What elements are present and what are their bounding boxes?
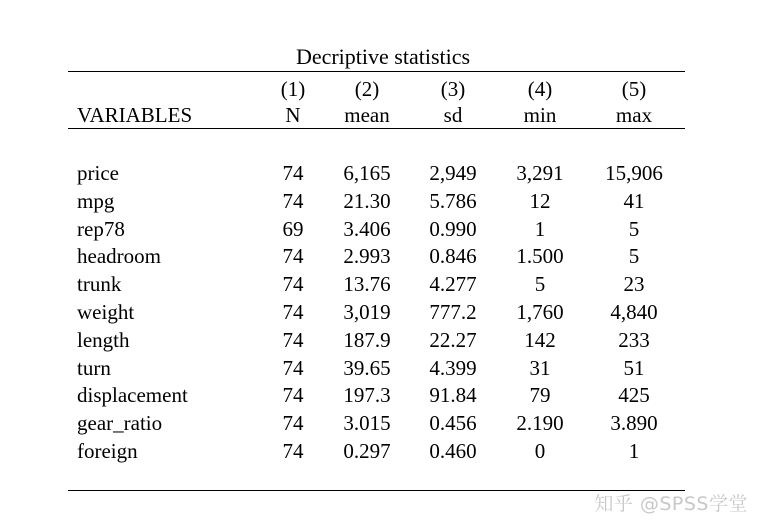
watermark: 知乎 @SPSS学堂 [594, 493, 748, 515]
table-cell: 39.65 [343, 355, 391, 380]
table-cell: 3.406 [343, 216, 391, 241]
table-cell: 142 [524, 327, 556, 352]
table-cell: 74 [282, 300, 304, 324]
table-cell: 197.3 [343, 383, 391, 408]
table-cell: 91.84 [429, 383, 477, 408]
table-cell: 79 [529, 383, 551, 408]
table-cell: 74 [282, 272, 304, 297]
table-cell: 0.460 [429, 439, 477, 463]
table-cell: 74 [282, 355, 304, 380]
variable-name: length [77, 327, 130, 352]
variable-name: gear_ratio [77, 411, 163, 436]
table-cell: 4.399 [429, 355, 477, 380]
table-cell: 4.277 [429, 272, 477, 297]
table-cell: 2.993 [343, 244, 391, 269]
header-rule [68, 128, 685, 129]
table-cell: 1 [628, 439, 640, 463]
table-cell: 3,019 [343, 300, 391, 324]
row-header-label: VARIABLES [77, 103, 193, 127]
table-cell: 5 [628, 244, 640, 269]
table-cell: 12 [529, 188, 551, 213]
variable-name: displacement [77, 383, 188, 408]
variable-name: trunk [77, 272, 122, 297]
table-cell: 233 [618, 327, 650, 352]
table-cell: 1 [534, 216, 546, 241]
table-cell: 3,291 [516, 161, 564, 185]
table-cell: 3.015 [343, 411, 391, 436]
top-rule [68, 71, 685, 72]
bottom-rule [68, 490, 685, 491]
table-cell: 74 [282, 411, 304, 436]
column-header: N [285, 103, 301, 127]
table-cell: 41 [623, 188, 645, 213]
table-cell: 777.2 [429, 300, 477, 324]
variable-name: foreign [77, 439, 138, 463]
table-cell: 15,906 [605, 161, 663, 185]
column-number: (4) [527, 77, 553, 101]
table-cell: 74 [282, 383, 304, 408]
table-cell: 21.30 [343, 188, 391, 213]
table-cell: 74 [282, 244, 304, 269]
table-cell: 0 [534, 439, 546, 463]
table-cell: 13.76 [343, 272, 391, 297]
column-number: (2) [354, 77, 380, 101]
table-cell: 74 [282, 161, 304, 185]
column-header: sd [443, 103, 463, 127]
column-header: min [523, 103, 557, 127]
column-header: max [615, 103, 653, 127]
table-cell: 1,760 [516, 300, 564, 324]
table-cell: 2,949 [429, 161, 477, 185]
table-cell: 4,840 [610, 300, 658, 324]
table-cell: 31 [529, 355, 551, 380]
variable-name: mpg [77, 188, 115, 213]
table-cell: 0.456 [429, 411, 477, 436]
column-header: mean [344, 103, 390, 127]
table-title: Decriptive statistics [295, 44, 471, 69]
column-number: (1) [280, 77, 306, 101]
table-cell: 1.500 [516, 244, 564, 269]
variable-name: turn [77, 355, 111, 380]
table-cell: 5 [628, 216, 640, 241]
table-cell: 74 [282, 439, 304, 463]
table-cell: 74 [282, 188, 304, 213]
table-cell: 0.990 [429, 216, 477, 241]
variable-name: price [77, 161, 119, 185]
table-cell: 187.9 [343, 327, 391, 352]
table-cell: 5 [534, 272, 546, 297]
table-cell: 22.27 [429, 327, 477, 352]
variable-name: headroom [77, 244, 161, 269]
table-cell: 2.190 [516, 411, 564, 436]
table-cell: 23 [623, 272, 645, 297]
variable-name: rep78 [77, 216, 125, 241]
table-cell: 74 [282, 327, 304, 352]
table-cell: 69 [282, 216, 304, 241]
table-cell: 51 [623, 355, 645, 380]
table-cell: 425 [618, 383, 650, 408]
column-number: (3) [440, 77, 466, 101]
table-cell: 3.890 [610, 411, 658, 436]
table-cell: 0.846 [429, 244, 477, 269]
table-cell: 5.786 [429, 188, 477, 213]
variable-name: weight [77, 300, 135, 324]
table-cell: 6,165 [343, 161, 391, 185]
column-number: (5) [621, 77, 647, 101]
table-cell: 0.297 [343, 439, 391, 463]
